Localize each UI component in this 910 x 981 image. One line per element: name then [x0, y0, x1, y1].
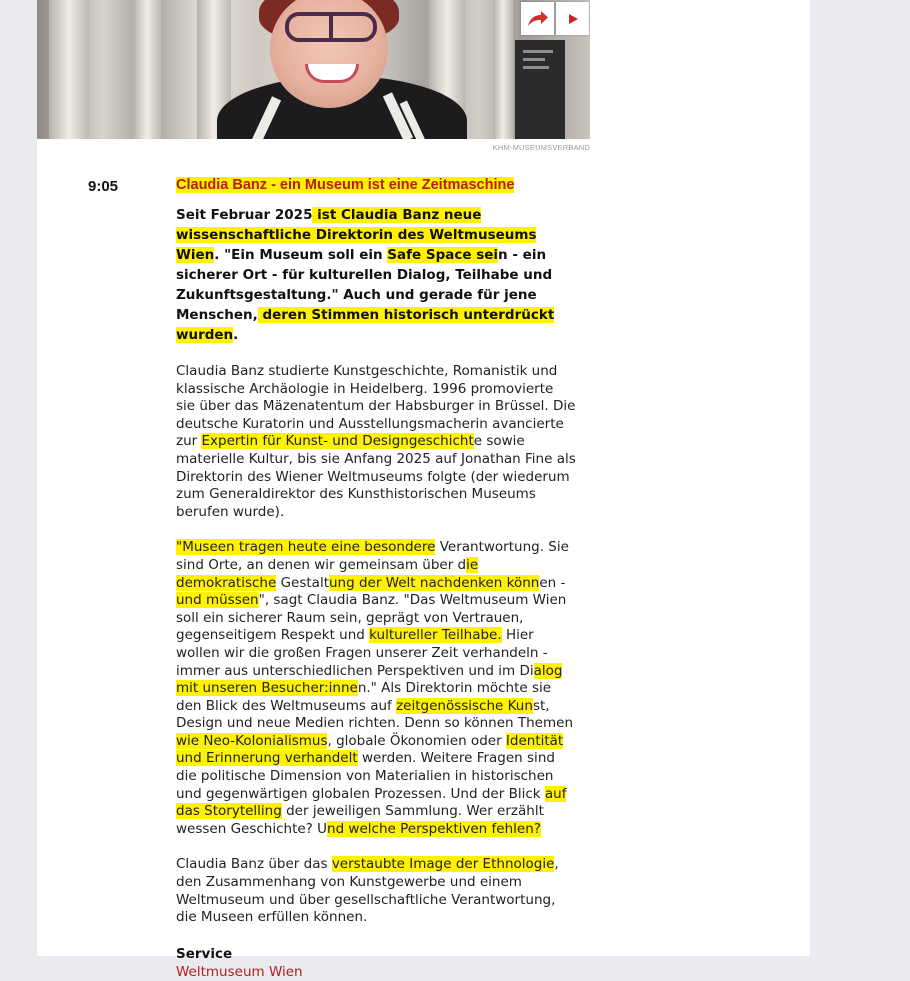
segment-title-text: Claudia Banz - ein Museum ist eine Zeitmaschine [176, 177, 515, 193]
lead-paragraph: Seit Februar 2025 ist Claudia Banz neue wissenschaftliche Direktorin des Weltmuseums Wien. "Ein Museum soll ein Safe Space sein - ein sicherer Ort - für kulturellen Dialog, Teilhabe und Zukunftsgestaltung." Auch und gerade für jene Menschen, deren Stimmen historisch unterdrückt wurden. [176, 207, 555, 343]
segment-title [176, 177, 514, 193]
service-link-weltmuseum[interactable]: Weltmuseum Wien [176, 963, 303, 980]
play-icon [566, 12, 580, 26]
hero-image [37, 0, 590, 139]
bio-paragraph: Claudia Banz studierte Kunstgeschichte, Romanistik und klassische Archäologie in Heidelberg. 1996 promovierte sie über das Mäzenatentum der Habsburger in Brüssel. Die deutsche Kuratorin und Ausstellungsmacherin avancierte zur Expertin für Kunst- und Designgeschichte sowie materielle Kultur, bis sie Anfang 2025 auf Jonathan Fine als Direktorin des Wiener Weltmuseums folgte (der wiederum zum Generaldirektor des Kunsthistorischen Museums berufen wurde). [176, 363, 576, 520]
segment-time: 9:05 [88, 178, 119, 195]
closing-paragraph: Claudia Banz über das verstaubte Image der Ethnologie, den Zusammenhang von Kunstgewerbe und einem Weltmuseum und über gesellschaftliche Verantwortung, die Museen erfüllen können. [176, 856, 559, 926]
service-heading: Service [176, 945, 233, 962]
sign-graphic [515, 40, 565, 139]
share-button[interactable] [521, 2, 554, 35]
article-page [37, 0, 810, 980]
segment-body [176, 205, 576, 981]
glasses-graphic [285, 12, 377, 42]
play-button[interactable] [556, 2, 589, 35]
share-arrow-icon [526, 9, 550, 29]
image-credit: KHM-MUSEUMSVERBAND [492, 143, 590, 152]
quote-paragraph: "Museen tragen heute eine besondere Verantwortung. Sie sind Orte, an denen wir gemeinsam über die demokratische Gestaltung der Welt nachdenken können - und müssen", sagt Claudia Banz. "Das Weltmuseum Wien soll ein sicherer Raum sein, geprägt von Vertrauen, gegenseitigem Respekt und kultureller Teilhabe. Hier wollen wir die großen Fragen unserer Zeit verhandeln - immer aus unterschiedlichen Perspektiven und im Dialog mit unseren Besucher:innen." Als Direktorin möchte sie den Blick des Weltmuseums auf zeitgenössische Kunst, Design und neue Medien richten. Denn so können Themen wie Neo-Kolonialismus, globale Ökonomien oder Identität und Erinnerung verhandelt werden. Weitere Fragen sind die politische Dimension von Materialien in historischen und gegenwärtigen globalen Prozessen. Und der Blick auf das Storytelling der jeweiligen Sammlung. Wer erzählt wessen Geschichte? Und welche Perspektiven fehlen? [176, 539, 574, 837]
